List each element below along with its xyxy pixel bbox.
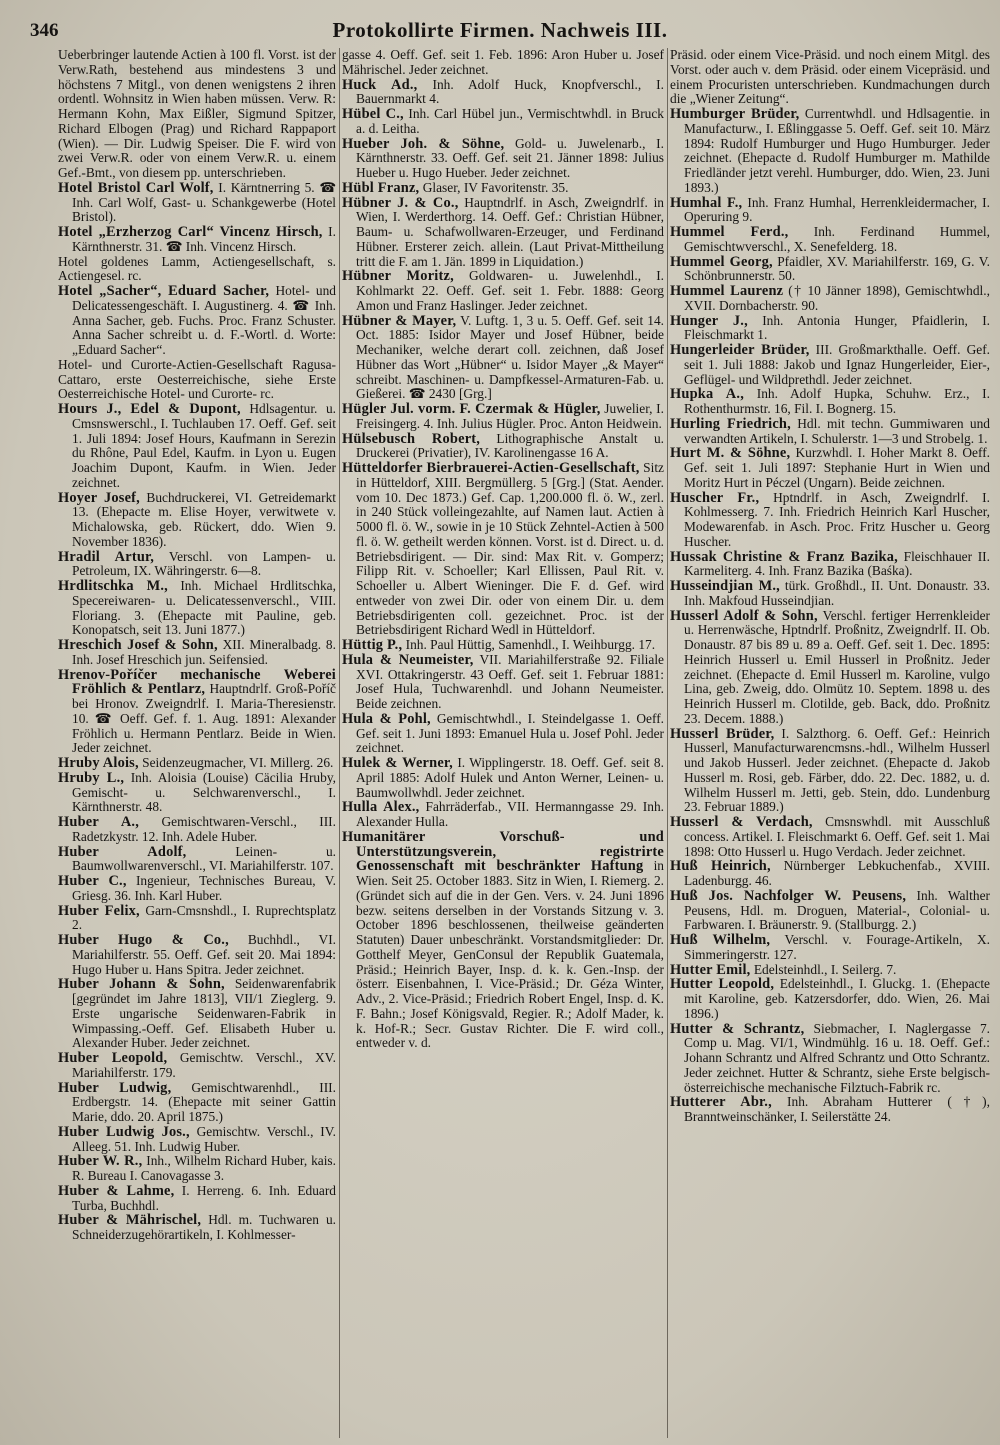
entry-text: V. Luftg. 1, 3 u. 5. Oeff. Gef. seit 14. Oct. 1885: Isidor Mayer und Josef Hübner, beide Mechaniker, welche derart coll. zeichnen, daß Josef Hübner das Wort „Hübner“ u. Isidor Mayer „& Mayer“ schreibt. Maschinen- u. Dampfkessel-Armaturen-Fab. u. Gießerei. ☎ 2430 [Grg.] [356, 312, 664, 402]
firm-entry [670, 933, 990, 963]
firm-entry [58, 771, 336, 815]
firm-name: Husseindjian M., [670, 578, 780, 594]
entry-text: Inh. Adolf Huck, Knopfverschl., I. Bauernmarkt 4. [356, 76, 664, 107]
entry-text: Hdlsagentur. u. Cmsnswerschl., I. Tuchlauben 17. Oeff. Gef. seit 1. Juli 1894: Josef Hours, Kaufmann in Serezin du Rhône, Paul Edel, Kaufm. in Lyon u. Eugen Joachim Dupont, Kaufm. in Wien. Jeder zeichnet. [72, 401, 336, 490]
firm-entry [58, 1125, 336, 1155]
firm-name: Hula & Pohl, [342, 710, 431, 727]
entry-text: Fahrräderfab., VII. Hermanngasse 29. Inh. Alexander Hulla. [356, 799, 664, 829]
entry-text: Gemischtw. Verschl., XV. Mariahilferstr. 179. [72, 1050, 336, 1080]
entry-text: Hotel- und Delicatessengeschäft. I. Augustinerg. 4. ☎ Inh. Anna Sacher, geb. Fuchs. Proc. Franz Schuster. Anna Sacher schreibt u. d. F.-Wortl. d. Worte: „Eduard Sacher“. [72, 283, 336, 357]
firm-entry [670, 815, 990, 859]
firm-name: Hoyer Josef, [58, 489, 140, 506]
firm-name: Hruby Alois, [58, 755, 139, 771]
firm-entry [58, 874, 336, 904]
entry-text: Hotel- und Curorte-Actien-Gesellschaft Ragusa-Cattaro, erste Oesterreichische, siehe Erste Oesterreichische Hotel- und Curorte- rc. [58, 356, 336, 402]
entry-text: Gold- u. Juwelenarb., I. Kärnthnerstr. 33. Oeff. Gef. seit 21. Jänner 1898: Julius Hueber u. Hugo Hueber. Jeder zeichnet. [356, 135, 664, 180]
entry-continuation [58, 48, 336, 181]
entry-text: Sitz in Hütteldorf, XIII. Bergmüllerg. 5 [Grg.] (Stat. Aender. vom 10. Dec 1873.) Gef. Cap. 1,200.000 fl. ö. W., zerl. in 240 Stück volleingezahlte, auf Namen laut. Actien à 5000 fl. ö. W., sowie in je 10 Stück Zehntel-Actien à 500 fl. ö. W. getheilt werden können. Vorst. ist d. Direct. u. d. Betriebsdirigent. — Dir. sind: Max Rit. v. Gomperz; Filipp Rit. v. Schoeller; Karl Ellissen, Paul Rit. v. Schoeller u. Albert Wieninger. Die F. d. Gef. wird entweder von zwei Dir. oder von einem Dir. u. dem Betriebsdirigenten coll. gezeichnet. Proc. ist der Betriebsdirigent Richard Wedl in Hütteldorf. [356, 460, 664, 638]
entry-text: Glaser, IV Favoritenstr. 35. [422, 179, 569, 195]
entry-text: Inh. Adolf Hupka, Schuhw. Erz., I. Rothenthurmstr. 16, Fil. I. Bognerg. 15. [684, 386, 990, 416]
entry-text: Cmsnswhdl. mit Ausschluß concess. Artikel. I. Fleischmarkt 6. Oeff. Gef. seit 1. Mai 1898: Otto Husserl u. Hugo Verdach. Jeder zeichnet. [684, 814, 990, 859]
entry-text: Seidenzeugmacher, VI. Millerg. 26. [142, 755, 334, 770]
entry-text: Inh. Aloisia (Louise) Cäcilia Hruby, Gemischt- u. Selchwarenverschl., I. Kärnthnerstr. 48. [72, 769, 336, 815]
entry-text: Lithographische Anstalt u. Druckerei (Privatier), IV. Karolinengasse 16 A. [356, 430, 664, 461]
firm-entry [58, 491, 336, 550]
entry-text: Buchdruckerei, VI. Getreidemarkt 13. (Ehepacte m. Elise Hoyer, verwitwete v. Michalowska, geb. Rückert, ddo. Wien 9. November 1836). [72, 489, 336, 549]
entry-text: Leinen- u. Baumwollwarenverschl., VI. Mariahilferstr. 107. [72, 843, 336, 874]
firm-name: Husserl Adolf & Sohn, [670, 607, 818, 624]
firm-name: Hurling Friedrich, [670, 415, 791, 432]
firm-name: Hutterer Abr., [670, 1094, 772, 1111]
firm-name: Huß Jos. Nachfolger W. Peusens, [670, 887, 907, 904]
firm-entry [58, 550, 336, 580]
entry-continuation [670, 48, 990, 107]
firm-name: Hutter Leopold, [670, 976, 775, 993]
firm-entry [58, 181, 336, 225]
entry-text: Ingenieur, Technisches Bureau, V. Griesg. 36. Inh. Karl Huber. [72, 873, 336, 903]
entry-text: Gemischtwaren-Verschl., III. Radetzkystr. 12. Inh. Adele Huber. [72, 814, 336, 844]
firm-name: Huber A., [58, 814, 140, 830]
firm-name: Hübel C., [342, 106, 404, 122]
firm-name: Hunger J., [670, 312, 748, 329]
entry-text: Kurzwhdl. I. Hoher Markt 8. Oeff. Gef. seit 1. Juli 1897: Stephanie Hurt in Wien und Moritz Hurt in Péczel (Ungarn). Beide zeichnen. [684, 445, 990, 490]
entry-text: Inh., Wilhelm Richard Huber, kais. R. Bureau I. Canovagasse 3. [72, 1153, 336, 1183]
entry-text: Inh. Paul Hüttig, Samenhdl., I. Weihburgg. 17. [405, 637, 656, 652]
firm-name: Huber W. R., [58, 1153, 143, 1170]
entry-text: Currentwhdl. und Hdlsagentie. in Manufacturw., I. Eßlinggasse 5. Oeff. Gef. seit 10. März 1894: Rudolf Humburger und Hugo Humburger. Jeder zeichnet. (Ehepacte d. Rudolf Humburger m. Mathilde Friedländer jetzt verehl. Humburger, ddo. Wien, 23. Juni 1893.) [684, 106, 990, 195]
firm-entry [342, 756, 664, 800]
entry-text: Edelsteinhdl., I. Gluckg. 1. (Ehepacte mit Karoline, geb. Katzersdorfer, ddo. Wien, 26. Mai 1896.) [684, 976, 990, 1021]
firm-name: Huber Ludwig, [58, 1079, 172, 1096]
firm-name: Hummel Laurenz [670, 283, 784, 299]
firm-entry [342, 830, 664, 1051]
firm-name: Huber & Lahme, [58, 1182, 175, 1199]
firm-entry [342, 712, 664, 756]
firm-entry [342, 314, 664, 403]
firm-name: Hütteldorfer Bierbrauerei-Actien-Gesellschaft, [342, 460, 640, 476]
firm-entry [670, 255, 990, 285]
firm-name: Hrenov-Poříčer mechanische Weberei Fröhlich & Pentlarz, [58, 666, 336, 698]
entry-text: gasse 4. Oeff. Gef. seit 1. Feb. 1896: Aron Huber u. Josef Mährischel. Jeder zeichnet. [342, 47, 664, 77]
firm-entry [58, 756, 336, 771]
firm-entry [670, 417, 990, 447]
entry-text: Edelsteinhdl., I. Seilerg. 7. [753, 961, 897, 977]
firm-entry [342, 196, 664, 270]
firm-name: Hotel „Erzherzog Carl“ Vincenz Hirsch, [58, 224, 323, 240]
firm-name: Hruby L., [58, 769, 125, 786]
firm-name: Huber Johann & Sohn, [58, 976, 225, 993]
firm-entry [670, 963, 990, 978]
firm-name: Humhal F., [670, 194, 743, 211]
firm-entry [670, 107, 990, 196]
firm-entry [670, 550, 990, 580]
page-number: 346 [30, 20, 59, 41]
firm-entry [670, 284, 990, 314]
firm-entry [670, 1095, 990, 1125]
page-header [30, 18, 970, 44]
entry-text: Siebmacher, I. Naglergasse 7. Comp u. Mag. VI/1, Windmühlg. 16 u. 18. Oeff. Gef.: Johann Schrantz und Alfred Schrantz und Otto Schrantz. Jeder zeichnet. Hutter & Schrantz, siehe Erste belgisch-österreichische mechanische Filztuch-Fabrik rc. [684, 1020, 990, 1095]
firm-name: Hotel „Sacher“, Eduard Sacher, [58, 283, 270, 299]
entry-text: I. Kärntnerring 5. ☎ Inh. Carl Wolf, Gast- u. Schankgewerbe (Hotel Bristol). [72, 179, 337, 225]
entry-text: Seidenwarenfabrik [gegründet im Jahre 1813], VII/1 Zieglerg. 9. Erste ungarische Seidenwaren-Fabrik in Wimpassing.-Oeff. Gef. Elisabeth Huber u. Alexander Huber. Jeder zeichnet. [72, 976, 336, 1051]
firm-name: Huß Wilhelm, [670, 932, 771, 948]
firm-entry [670, 1022, 990, 1096]
column-1 [58, 48, 336, 1243]
firm-entry [670, 609, 990, 727]
firm-name: Hutter Emil, [670, 961, 751, 978]
entry-text: I. Kärnthnerstr. 31. ☎ Inh. Vincenz Hirsch. [72, 224, 336, 254]
entry-text: III. Großmarkthalle. Oeff. Gef. seit 1. Juli 1888: Jakob und Ignaz Hungerleider, Eier-, Geflügel- und Wildprethdl. Jeder zeichnet. [684, 342, 991, 387]
firm-name: Huscher Fr., [670, 489, 760, 506]
firm-name: Husserl Brüder, [670, 725, 775, 742]
firm-entry [342, 78, 664, 108]
entry-text: in Wien. Seit 25. October 1883. Sitz in Wien, I. Riemerg. 2. (Gründet sich auf die in der Gen. Vers. v. 24. Juni 1896 bezw. seitens derselben in der Vorstands Sitzung v. 3. October 1896 beschlossenen, theilweise geänderten Statuten) Dauer unbeschränkt. Vorstandsmitglieder: Dr. Gotthelf Meyer, GenConsul der Republik Guatemala, Präsid.; Heinrich Bayer, Insp. d. k. k. Gen.-Insp. der österr. Eisenbahnen, I. Vice-Präsid.; Dr. Géza Winter, Adv., 2. Vice-Präsid.; Friedrich Robert Engel, Insp. d. K. F. Bahn.; Josef Königsvald, Regier. R.; Adolf Mader, k. k. Hof-R.; Secr. Gustav Richter. Die F. wird coll., entweder v. d. [356, 858, 664, 1051]
entry-text: Fleischhauer II. Karmeliterg. 4. Inh. Franz Bazika (Baśka). [684, 548, 990, 579]
entry-continuation [342, 48, 664, 78]
firm-entry [342, 137, 664, 181]
firm-entry [58, 904, 336, 934]
firm-name: Huber C., [58, 873, 127, 889]
firm-name: Huß Heinrich, [670, 858, 771, 875]
entry-text: XII. Mineralbadg. 8. Inh. Josef Hreschich jun. Seifensied. [72, 637, 336, 667]
firm-entry [58, 638, 336, 668]
entry-text: Buchhdl., VI. Mariahilferstr. 55. Oeff. Gef. seit 20. Mai 1894: Hugo Huber u. Hans Spitra. Jeder zeichnet. [72, 932, 337, 977]
firm-entry [670, 225, 990, 255]
firm-name: Hülsebusch Robert, [342, 430, 481, 447]
firm-entry [670, 579, 990, 609]
firm-entry [58, 1154, 336, 1184]
entry-text: Hauptndrlf. in Asch, Zweigndrlf. in Wien, I. Werderthorg. 14. Oeff. Gef.: Christian Hübner, Baum- u. Schafwollwaren-Erzeuger, und Ferdinand Hübner. Ersterer zeich. allein. (Laut Privat-Mittheilung tritt die F. am 1. Jän. 1899 in Liquidation.) [356, 194, 664, 269]
entry-text: († 10 Jänner 1898), Gemischtwhdl., XVII. Dornbacherstr. 90. [684, 283, 990, 313]
firm-name: Huber Ludwig Jos., [58, 1123, 190, 1140]
entry-text: Ueberbringer lautende Actien à 100 fl. Vorst. ist der Verw.Rath, bestehend aus mindestens 3 und höchstens 7 Mitgl., von denen wenigstens 2 ihren ordentl. Wohnsitz in Wien haben müssen. Verw. R: Hermann Kohn, Max Eißler, Sigmund Spitzer, Richard Elbogen (Prag) und Richard Rappaport (Wien). — Dir. Ludwig Speiser. Die F. wird von zwei Verw.R. oder von einem Verw.R. u. einem Gef.-Bmt., von diesem pp. unterschrieben. [58, 47, 336, 180]
firm-entry [670, 859, 990, 889]
firm-name: Hübl Franz, [342, 179, 420, 196]
firm-name: Huber Felix, [58, 902, 140, 919]
firm-entry [342, 107, 664, 137]
entry-text: Gemischtwhdl., I. Steindelgasse 1. Oeff. Gef. seit 1. Juni 1893: Emanuel Hula u. Josef Pohl. Jeder zeichnet. [356, 710, 664, 756]
firm-entry [342, 461, 664, 638]
firm-name: Huber & Mährischel, [58, 1212, 202, 1229]
firm-entry [58, 933, 336, 977]
firm-name: Hupka A., [670, 386, 744, 403]
entry-continuation [58, 358, 336, 402]
entry-text: Verschl. von Lampen- u. Petroleum, IX. Währingerstr. 6—8. [72, 548, 336, 579]
firm-name: Hrdlitschka M., [58, 578, 168, 594]
firm-name: Hübner & Mayer, [342, 312, 457, 329]
firm-name: Hummel Ferd., [670, 224, 789, 240]
entry-text: Inh. Michael Hrdlitschka, Specereiwaren- u. Delicatessenverschl., VIII. Floriang. 3. (Ehepacte mit Pauline, geb. Konopatsch, seit 13. Juni 1877.) [72, 578, 336, 638]
firm-name: Hours J., Edel & Dupont, [58, 401, 241, 417]
firm-entry [670, 977, 990, 1021]
entry-text: Pfaidler, XV. Mariahilferstr. 169, G. V. Schönbrunnerstr. 50. [684, 253, 990, 284]
firm-name: Hübner J. & Co., [342, 194, 459, 211]
entry-text: Hdl. m. Tuchwaren u. Schneiderzugehörartikeln, I. Kohlmesser- [72, 1212, 336, 1242]
entry-text: Verschl. v. Fourage-Artikeln, X. Simmeringerstr. 127. [684, 932, 990, 962]
firm-name: Hula & Neumeister, [342, 651, 474, 668]
firm-name: Hüttig P., [342, 637, 403, 653]
firm-entry [342, 653, 664, 712]
entry-text: Nürnberger Lebkuchenfab., XVIII. Ladenburgg. 46. [684, 858, 990, 888]
entry-text: I. Herreng. 6. Inh. Eduard Turba, Buchhdl. [72, 1182, 336, 1213]
entry-text: Hptndrlf. in Asch, Zweigndrlf. I. Kohlmesserg. 7. Inh. Friedrich Heinrich Karl Huscher, Modewarenfab. in Asch. Proc. Fritz Huscher u. Georg Huscher. [684, 489, 990, 549]
firm-entry [670, 343, 990, 387]
entry-text: VII. Mariahilferstraße 92. Filiale XVI. Ottakringerstr. 43 Oeff. Gef. seit 1. Februar 1881: Josef Hula, Tuchwarenhdl. und Johann Neumeister. Beide zeichnen. [356, 651, 664, 711]
firm-name: Hungerleider Brüder, [670, 342, 810, 358]
firm-name: Huck Ad., [342, 76, 418, 93]
entry-text: Gemischtwarenhdl., III. Erdbergstr. 14. (Ehepacte mit seiner Gattin Marie, ddo. 20. April 1875.) [72, 1079, 336, 1124]
column-3 [670, 48, 990, 1125]
firm-entry [670, 727, 990, 816]
entry-text: Inh. Franz Humhal, Herrenkleidermacher, I. Operuring 9. [684, 194, 990, 225]
entry-text: Verschl. fertiger Herrenkleider u. Herrenwäsche, Hptndrlf. Proßnitz, Zweigndrlf. II. Ob. Donaustr. 87 bis 89 u. 89 a. Oeff. Gef. seit 1. Dec. 1895: Heinrich Husserl u. Emil Husserl in Proßnitz. Jeder zeichnet. (Ehepacte d. Emil Husserl m. Karoline, vulgo Lina, geb. Zweig, ddo. Olmütz 10. Septem. 1898 u. des Heinrich Husserl m. Clotilde, geb. Back, ddo. Proßnitz 23. Decem. 1888.) [684, 607, 991, 726]
entry-text: Inh. Abraham Hutterer (†), Branntweinschänker, I. Seilerstätte 24. [684, 1094, 990, 1124]
entry-text: Garn-Cmsnshdl., I. Ruprechtsplatz 2. [72, 902, 336, 933]
entry-text: Inh. Walther Peusens, Hdl. m. Droguen, Material-, Colonial- u. Farbwaren. I. Bräunerstr. 9. (Stallburgg. 2.) [684, 887, 990, 933]
firm-name: Humburger Brüder, [670, 106, 800, 122]
page-title: Protokollirte Firmen. Nachweis III. [332, 18, 668, 42]
firm-name: Humanitärer Vorschuß- und Unterstützungsverein, registrirte Genossenschaft mit beschränkter Haftung [342, 828, 664, 875]
entry-text: Hdl. mit techn. Gummiwaren und verwandten Artikeln, I. Schulerstr. 1—3 und Strobelg. 1. [684, 415, 990, 446]
firm-entry [342, 269, 664, 313]
firm-entry [342, 638, 664, 653]
firm-entry [58, 1051, 336, 1081]
firm-entry [342, 432, 664, 462]
firm-entry [670, 196, 990, 226]
firm-entry [58, 845, 336, 875]
firm-name: Huber Hugo & Co., [58, 932, 229, 948]
entry-text: I. Salzthorg. 6. Oeff. Gef.: Heinrich Husserl, Manufacturwarencmsns.-hdl., Wilhelm Husserl und Jakob Husserl. Jeder zeichnet. (Ehepacte d. Jakob Husserl m. Rosi, geb. Färber, ddo. 22. Dec. 1882, u. d. Wilhelm Husserl m. Jetti, geb. Stein, ddo. Lundenburg 23. Februar 1889.) [684, 725, 991, 815]
firm-entry [670, 387, 990, 417]
entry-continuation [58, 255, 336, 285]
entry-text: Goldwaren- u. Juwelenhdl., I. Kohlmarkt 22. Oeff. Gef. seit 1. Febr. 1888: Georg Amon und Franz Haslinger. Jeder zeichnet. [356, 268, 665, 313]
firm-name: Hreschich Josef & Sohn, [58, 637, 218, 653]
entry-text: Hotel goldenes Lamm, Actiengesellschaft, s. Actiengesel. rc. [58, 253, 336, 284]
firm-entry [58, 284, 336, 358]
firm-name: Hulek & Werner, [342, 755, 453, 771]
entry-text: türk. Großhdl., II. Unt. Donaustr. 33. Inh. Makfoud Husseindjian. [684, 578, 990, 608]
firm-entry [58, 1081, 336, 1125]
firm-entry [342, 402, 664, 432]
firm-name: Husserl & Verdach, [670, 814, 813, 830]
firm-name: Hotel Bristol Carl Wolf, [58, 179, 214, 196]
firm-entry [58, 815, 336, 845]
firm-entry [342, 800, 664, 830]
firm-entry [58, 579, 336, 638]
firm-entry [58, 977, 336, 1051]
firm-name: Huber Leopold, [58, 1050, 168, 1066]
firm-entry [58, 225, 336, 255]
firm-entry [58, 668, 336, 757]
entry-text: Gemischtw. Verschl., IV. Alleeg. 51. Inh. Ludwig Huber. [72, 1123, 336, 1154]
firm-name: Hueber Joh. & Söhne, [342, 135, 505, 152]
firm-name: Hummel Georg, [670, 253, 773, 270]
column-2 [342, 48, 664, 1051]
entry-text: Juwelier, I. Freisingerg. 4. Inh. Julius Hügler. Proc. Anton Heidwein. [356, 401, 664, 431]
firm-entry [58, 1213, 336, 1243]
firm-entry [670, 314, 990, 344]
firm-entry [58, 402, 336, 491]
entry-text: Präsid. oder einem Vice-Präsid. und noch einem Mitgl. des Vorst. oder auch v. dem Präsid. oder einem Vicepräsid. und einem Procuristen unterschrieben. Kundmachungen durch die „Wiener Zeitung“. [670, 47, 990, 107]
firm-entry [670, 889, 990, 933]
firm-name: Hübner Moritz, [342, 268, 454, 285]
firm-name: Hussak Christine & Franz Bazika, [670, 548, 898, 565]
entry-text: Hauptndrlf. Groß-Poříč bei Hronov. Zweigndrlf. I. Maria-Theresienstr. 10. ☎ Oeff. Gef. f. 1. Aug. 1891: Alexander Fröhlich u. Hermann Pentlarz. Beide in Wien. Jeder zeichnet. [72, 681, 336, 756]
firm-name: Hulla Alex., [342, 799, 420, 816]
column-divider [667, 48, 668, 1438]
firm-entry [670, 446, 990, 490]
entry-text: I. Wipplingerstr. 18. Oeff. Gef. seit 8. April 1885: Adolf Hulek und Anton Werner, Leinen- u. Baumwollwhdl. Jeder zeichnet. [356, 755, 664, 800]
firm-name: Hradil Artur, [58, 548, 155, 565]
firm-name: Hutter & Schrantz, [670, 1020, 805, 1037]
entry-text: Inh. Antonia Hunger, Pfaidlerin, I. Fleischmarkt 1. [684, 312, 990, 343]
firm-entry [342, 181, 664, 196]
entry-text: Inh. Ferdinand Hummel, Gemischtwverschl., X. Senefelderg. 18. [684, 224, 990, 254]
firm-entry [58, 1184, 336, 1214]
firm-entry [670, 491, 990, 550]
column-divider [339, 48, 340, 1438]
firm-name: Hurt M. & Söhne, [670, 445, 791, 462]
firm-name: Hügler Jul. vorm. F. Czermak & Hügler, [342, 401, 601, 417]
firm-name: Huber Adolf, [58, 843, 187, 860]
entry-text: Inh. Carl Hübel jun., Vermischtwhdl. in Bruck a. d. Leitha. [356, 106, 664, 136]
